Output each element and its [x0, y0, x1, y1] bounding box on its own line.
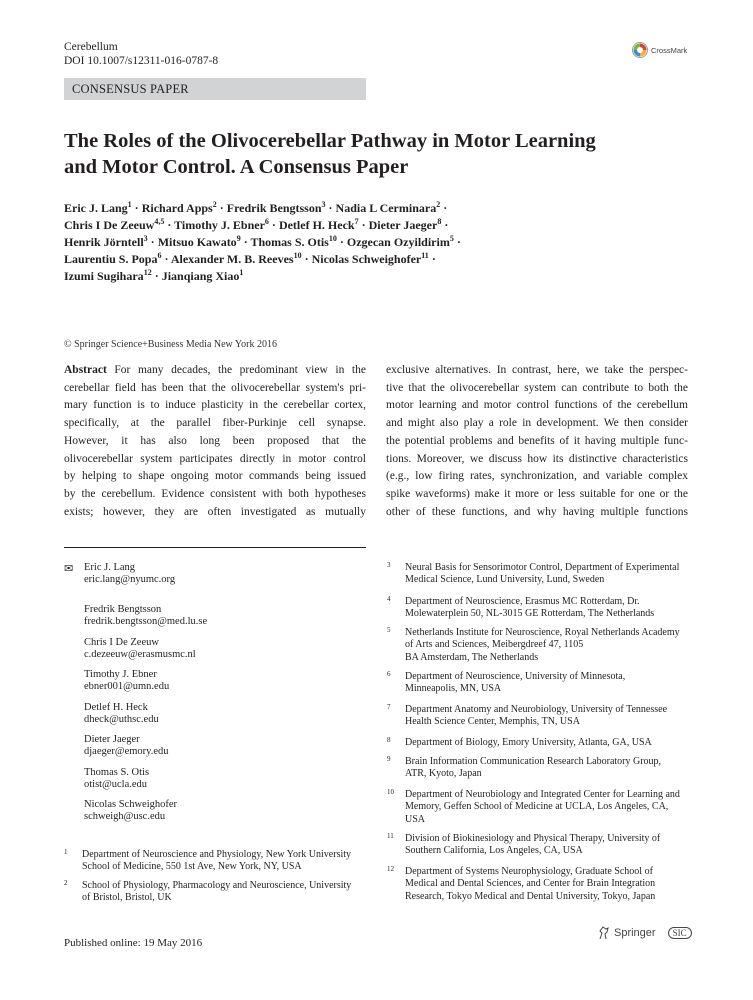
author-name: Henrik Jörntell	[64, 235, 144, 249]
abstract-line	[64, 468, 366, 486]
affiliation-line: Department of Systems Neurophysiology, Graduate School of	[405, 866, 653, 877]
abstract-line	[64, 433, 366, 451]
abstract-line	[64, 380, 366, 398]
author-name: Dieter Jaeger	[368, 218, 438, 232]
contact-email[interactable]: djaeger@emory.edu	[84, 746, 169, 758]
crossmark-badge[interactable]	[632, 42, 687, 58]
author-name: Detlef H. Heck	[278, 218, 355, 232]
affiliation	[64, 879, 352, 905]
abstract-text: specifically, at the parallel fiber-Purkinje cell synapse.	[64, 417, 366, 430]
author-affiliation-ref: 8	[437, 217, 442, 226]
abstract-text: exists; however, they are often investigated as mutually	[64, 505, 366, 518]
envelope-icon: ✉	[64, 563, 74, 575]
contact-email[interactable]: dheck@uthsc.edu	[84, 713, 159, 725]
abstract-label: Abstract	[64, 364, 107, 376]
affiliation-number: 11	[387, 832, 394, 840]
page-title	[64, 128, 704, 180]
affiliation-line: School of Medicine, 550 1st Ave, New York, NY, USA	[82, 861, 302, 873]
affiliation	[387, 865, 656, 903]
author-affiliation-ref: 12	[143, 268, 152, 277]
author-name: Thomas S. Otis	[250, 235, 329, 249]
affiliation-number: 2	[64, 879, 68, 887]
affiliation-number: 8	[387, 736, 391, 744]
author-affiliation-ref: 5	[449, 234, 454, 243]
affiliation-line: Department Anatomy and Neurobiology, University of Tennessee	[405, 704, 668, 715]
affiliation	[387, 832, 661, 858]
affiliation	[387, 703, 668, 729]
abstract-line: tions. Moreover, we discuss how its distinctive characteristics	[386, 452, 688, 465]
contact-email[interactable]: fredrik.bengtsson@med.lu.se	[84, 616, 208, 628]
affiliation-number: 6	[387, 670, 391, 678]
affiliation-number: 12	[387, 865, 394, 873]
affiliation	[387, 736, 652, 749]
affiliation-line: BA Amsterdam, The Netherlands	[405, 651, 539, 663]
affiliation	[387, 595, 655, 621]
contact-name: Detlef H. Heck	[84, 701, 148, 713]
author-affiliation-ref: 10	[328, 234, 337, 243]
affiliation	[387, 561, 680, 587]
abstract-left-column	[64, 362, 366, 521]
affiliation-line: of Bristol, Bristol, UK	[82, 892, 172, 904]
author-name: Izumi Sugihara	[64, 269, 144, 283]
abstract-line	[64, 362, 366, 380]
contact-entry	[84, 562, 175, 587]
author-name: Mitsuo Kawato	[157, 235, 237, 249]
contact-entry	[84, 637, 196, 662]
contact-name: Dieter Jaeger	[84, 734, 140, 745]
affiliation-line: Research, Tokyo Medical and Dental University, Tokyo, Japan	[405, 890, 656, 902]
affiliation	[387, 755, 662, 781]
contact-entry	[84, 799, 177, 824]
contact-name: Chris I De Zeeuw	[84, 636, 159, 648]
affiliation-line: Southern California, Los Angeles, CA, USA	[405, 845, 583, 857]
affiliation-line: Department of Neuroscience and Physiology, New York University	[82, 849, 352, 860]
affiliation-line: Neural Basis for Sensorimotor Control, Department of Experimental	[405, 562, 680, 573]
abstract-line	[64, 415, 366, 433]
contact-entry	[84, 604, 207, 629]
affiliation-number: 4	[387, 595, 391, 603]
contact-entry	[84, 767, 149, 792]
abstract-line: motor learning and motor control functions of the cerebellum	[386, 399, 688, 412]
contact-entry	[84, 702, 159, 727]
abstract-line: spike waveforms) make it more or less suitable for one or the	[386, 487, 688, 500]
affiliation-line: Medical and Dental Sciences, and Center for Brain Integration	[405, 878, 656, 890]
contact-email[interactable]: eric.lang@nyumc.org	[84, 574, 176, 586]
affiliation-number: 1	[64, 848, 68, 856]
affiliation-line: Department of Neurobiology and Integrated Center for Learning and	[405, 789, 680, 800]
author-name: Jianqiang Xiao	[161, 269, 240, 283]
abstract-text: mary function is to induce plasticity in the cerebellar cortex,	[64, 399, 366, 412]
abstract-line: exclusive alternatives. In contrast, here, we take the perspec-	[386, 364, 688, 376]
contact-email[interactable]: otist@ucla.edu	[84, 778, 148, 790]
published-date: Published online: 19 May 2016	[64, 937, 203, 949]
abstract-text: by the cerebellum. Evidence consistent with both hypotheses	[64, 487, 366, 500]
abstract-right-column	[386, 362, 688, 521]
affiliation-line: Department of Neuroscience, University of Minnesota,	[405, 671, 626, 682]
abstract-line: tive that the olivocerebellar system can contribute to both the	[386, 381, 688, 394]
affiliation-line: of Arts and Sciences, Meibergdreef 47, 1105	[405, 639, 584, 651]
affiliation-line: Memory, Geffen School of Medicine at UCLA, Los Angeles, CA,	[405, 801, 669, 813]
abstract-line: other of these functions, and why having multiple functions	[386, 505, 688, 518]
sic-logo: SIC	[668, 927, 692, 939]
crossmark-icon	[632, 42, 648, 58]
title-line-1: The Roles of the Olivocerebellar Pathway in Motor Learning	[64, 130, 596, 152]
contact-name: Thomas S. Otis	[84, 766, 150, 778]
abstract-text: olivocerebellar system participates directly in motor control	[64, 452, 366, 465]
author-affiliation-ref: 7	[354, 217, 359, 226]
affiliation-line: ATR, Kyoto, Japan	[405, 768, 482, 780]
affiliation	[64, 848, 352, 874]
author-name: Nadia L Cerminara	[335, 201, 437, 215]
abstract-line	[64, 451, 366, 469]
affiliation-number: 3	[387, 561, 391, 569]
author-name: Alexander M. B. Reeves	[170, 252, 294, 266]
affiliation-line: Department of Neuroscience, Erasmus MC Rotterdam, Dr.	[405, 596, 640, 607]
author-affiliation-ref: 11	[421, 251, 429, 260]
affiliation-number: 7	[387, 703, 391, 711]
affiliation	[387, 670, 626, 696]
abstract-line	[64, 504, 366, 522]
author-affiliation-ref: 3	[143, 234, 148, 243]
abstract-line: the potential problems and benefits of it having multiple func-	[386, 434, 688, 447]
contact-name: Nicolas Schweighofer	[84, 799, 178, 810]
author-name: Fredrik Bengtsson	[226, 201, 322, 215]
affiliation-line: Molewaterplein 50, NL-3015 GE Rotterdam, The Netherlands	[405, 608, 655, 620]
author-affiliation-ref: 10	[293, 251, 302, 260]
abstract-line: (e.g., low firing rates, synchronization, and variable complex	[386, 470, 688, 483]
author-name: Timothy J. Ebner	[174, 218, 265, 232]
abstract-text: However, it has also long been proposed that the	[64, 434, 366, 447]
author-name: Richard Apps	[141, 201, 213, 215]
affiliation-line: Medical Science, Lund University, Lund, Sweden	[405, 574, 605, 586]
affiliation-line: Minneapolis, MN, USA	[405, 683, 502, 695]
crossmark-label: CrossMark	[651, 45, 688, 55]
abstract-text: cerebellar field has been that the olivocerebellar system's pri-	[64, 381, 366, 394]
doi[interactable]: DOI 10.1007/s12311-016-0787-8	[64, 55, 219, 67]
author-affiliation-ref: 3	[321, 200, 326, 209]
author-affiliation-ref: 1	[239, 268, 244, 277]
publisher-name: Springer	[614, 927, 656, 939]
journal-header	[64, 40, 218, 68]
section-label: CONSENSUS PAPER	[64, 78, 366, 100]
author-affiliation-ref: 4,5	[154, 217, 165, 226]
abstract-text: For many decades, the predominant view in the	[106, 364, 366, 376]
author-name: Laurentiu S. Popa	[64, 252, 158, 266]
affiliation	[387, 788, 680, 826]
abstract-line	[64, 486, 366, 504]
author-list: Eric J. Lang$^1$ · Richard Apps$^2$ · Fredrik Bengtsson$^3$ · Nadia L Cerminara$^2$ · Chris I De Zeeuw$^{4,5}$ · Timothy J. Ebner$^6$ · Detlef H. Heck$^7$ · Dieter Jaeger$^8$ · Henrik Jörntell$^3$ · Mitsuo Kawato$^9$ · Thomas S. Otis$^{10}$ · Ozgecan Ozyildirim$^5$ · Laurentiu S. Popa$^6$ · Alexander M. B. Reeves$^{10}$ · Nicolas Schweighofer$^{11}$ · Izumi Sugihara$^{12}$ · Jianqiang Xiao$^1$	[64, 200, 461, 283]
affiliation-line: Division of Biokinesiology and Physical Therapy, University of	[405, 833, 661, 844]
affiliation-line: USA	[405, 813, 426, 825]
contact-email[interactable]: schweigh@usc.edu	[84, 811, 166, 823]
affiliation-line: Netherlands Institute for Neuroscience, Royal Netherlands Academy	[405, 627, 680, 638]
footnote-divider	[64, 547, 366, 548]
affiliation	[387, 626, 680, 664]
title-line-2: and Motor Control. A Consensus Paper	[64, 156, 409, 178]
abstract-line	[64, 397, 366, 415]
author-affiliation-ref: 9	[236, 234, 241, 243]
contact-name: Eric J. Lang	[84, 562, 136, 573]
author-affiliation-ref: 2	[212, 200, 217, 209]
author-name: Nicolas Schweighofer	[311, 252, 422, 266]
author-name: Chris I De Zeeuw	[64, 218, 155, 232]
springer-horse-icon	[598, 926, 610, 940]
affiliation-number: 9	[387, 755, 391, 763]
contact-entry	[84, 669, 169, 694]
contact-entry	[84, 734, 169, 759]
author-affiliation-ref: 2	[436, 200, 441, 209]
contact-email[interactable]: ebner001@umn.edu	[84, 681, 170, 693]
abstract-line: and might also play a role in development. We then consider	[386, 417, 688, 430]
publisher-logo	[598, 926, 692, 940]
affiliation-line: Department of Biology, Emory University, Atlanta, GA, USA	[405, 737, 652, 748]
author-name: Eric J. Lang	[64, 201, 128, 215]
affiliation-line: Brain Information Communication Research Laboratory Group,	[405, 756, 662, 767]
author-affiliation-ref: 6	[157, 251, 162, 260]
contact-email[interactable]: c.dezeeuw@erasmusmc.nl	[84, 648, 196, 660]
contact-name: Timothy J. Ebner	[84, 669, 157, 680]
contact-name: Fredrik Bengtsson	[84, 604, 162, 615]
author-affiliation-ref: 1	[127, 200, 132, 209]
author-affiliation-ref: 6	[264, 217, 269, 226]
affiliation-number: 10	[387, 788, 394, 796]
affiliation-number: 5	[387, 626, 391, 634]
copyright: © Springer Science+Business Media New York 2016	[64, 339, 277, 350]
affiliation-line: Health Science Center, Memphis, TN, USA	[405, 716, 580, 728]
abstract-text: by helping to shape ongoing motor commands being issued	[64, 470, 366, 483]
affiliation-line: School of Physiology, Pharmacology and Neuroscience, University	[82, 880, 352, 891]
author-name: Ozgecan Ozyildirim	[346, 235, 450, 249]
journal-name: Cerebellum	[64, 41, 118, 53]
